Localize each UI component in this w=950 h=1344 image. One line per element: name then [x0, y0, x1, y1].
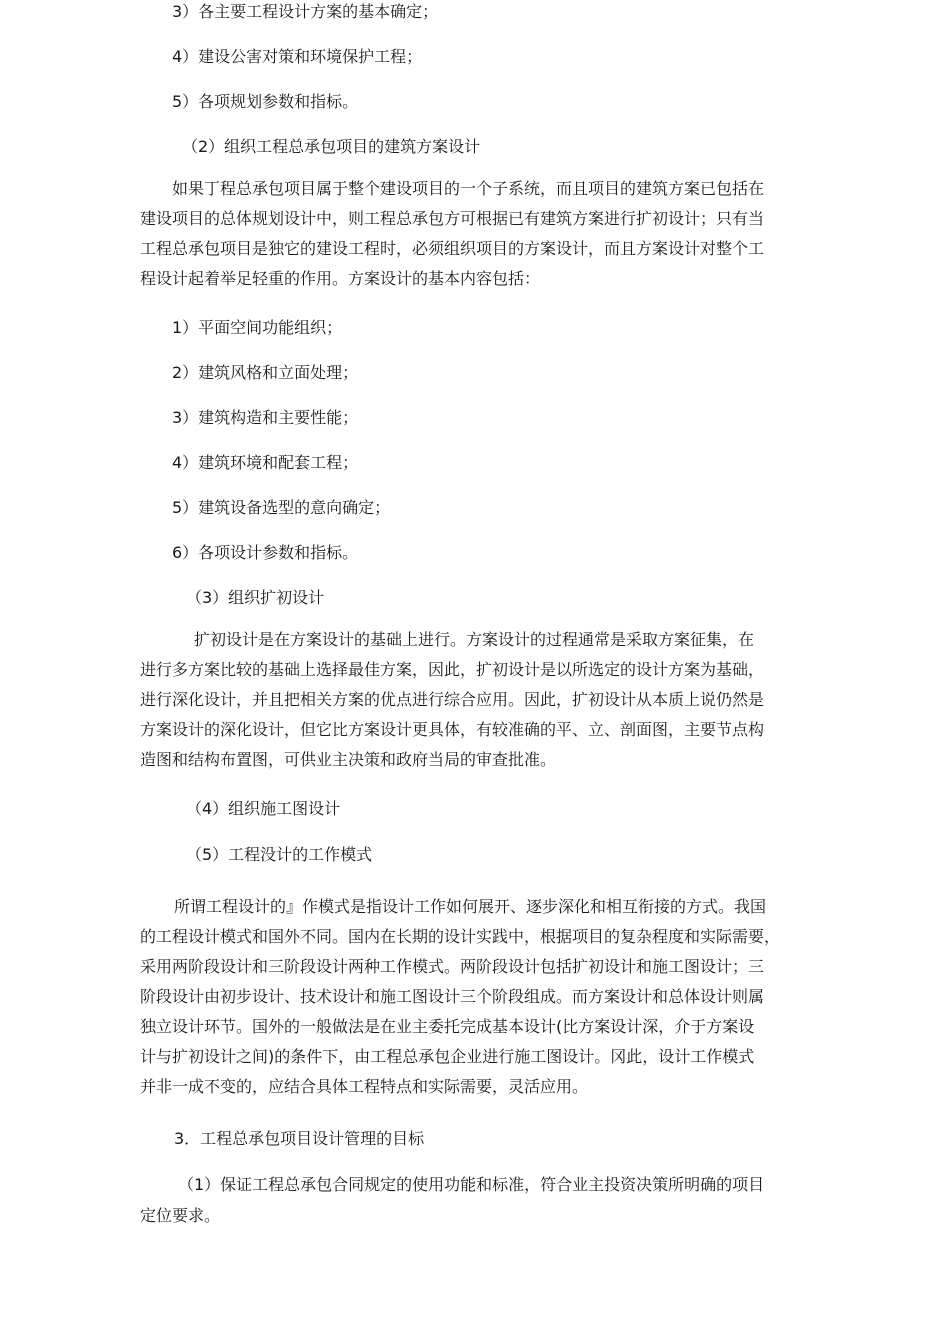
list-item: 4）建筑环境和配套工程； — [172, 453, 359, 472]
section-heading: 3．工程总承包项目设计管理的目标 — [174, 1129, 425, 1148]
paragraph-line: 采用两阶段设计和三阶段设计两种工作模式。两阶段设计包括扩初设计和施工图设计；三 — [140, 957, 765, 976]
paragraph-line: 建设项目的总体规划设计中，则工程总承包方可根据已有建筑方案进行扩初设计；只有当 — [140, 209, 765, 228]
paragraph-line: 独立设计环节。国外的一般做法是在业主委托完成基本设计(比方案设计深，介于方案设 — [140, 1017, 755, 1036]
list-item: 6）各项设计参数和指标。 — [172, 543, 359, 562]
paragraph-line: 进行深化设计，并且把相关方案的优点进行综合应用。因此，扩初设计从本质上说仍然是 — [140, 690, 765, 709]
paragraph-line: 程设计起着举足轻重的作用。方案设计的基本内容包括： — [140, 269, 541, 288]
list-item: 2）建筑风格和立面处理； — [172, 363, 359, 382]
paragraph-line: 所谓工程设计的』作模式是指设计工作如何展开、逐步深化和相互衔接的方式。我国 — [174, 897, 767, 916]
paragraph-line: 计与扩初设计之间)的条件下，由工程总承包企业进行施工图设计。冈此，设计工作模式 — [140, 1047, 755, 1066]
paragraph-line: 工程总承包项目是独它的建设工程时，必须组织项目的方案设计，而且方案设计对整个工 — [140, 239, 765, 258]
list-item: 4）建设公害对策和环境保护工程； — [172, 47, 423, 66]
section-heading: （2）组织工程总承包项目的建筑方案设计 — [182, 137, 481, 156]
paragraph-line: 扩初设计是在方案设计的基础上进行。方案设计的过程通常是采取方案征集，在 — [194, 630, 755, 649]
paragraph-line: 造图和结构布置图，可供业主决策和政府当局的审查批准。 — [140, 750, 557, 769]
list-item: 5）建筑设备选型的意向确定； — [172, 498, 391, 517]
paragraph-line: 定位要求。 — [140, 1206, 221, 1225]
paragraph-line: 并非一成不变的，应结合具体工程特点和实际需要，灵活应用。 — [140, 1077, 589, 1096]
list-item: 3）各主要工程设计方案的基本确定； — [172, 2, 439, 21]
paragraph-line: 方案设计的深化设计，但它比方案设计更具体，有较准确的平、立、剖面图，主要节点构 — [140, 720, 765, 739]
list-item: 1）平面空间功能组织； — [172, 318, 343, 337]
section-heading: （4）组织施工图设计 — [186, 799, 341, 818]
paragraph-line: （1）保证工程总承包合同规定的使用功能和标准，符合业主投资决策所明确的项目 — [178, 1175, 765, 1194]
paragraph-line: 的工程设计模式和国外不同。国内在长期的设计实践中，根据项目的复杂程度和实际需要， — [140, 927, 781, 946]
section-heading: （3）组织扩初设计 — [186, 588, 325, 607]
list-item: 5）各项规划参数和指标。 — [172, 92, 359, 111]
section-heading: （5）工程没计的工作模式 — [186, 845, 373, 864]
list-item: 3）建筑构造和主要性能； — [172, 408, 359, 427]
paragraph-line: 阶段设计由初步设计、技术设计和施工图设计三个阶段组成。而方案设计和总体设计则属 — [140, 987, 765, 1006]
paragraph-line: 进行多方案比较的基础上选择最佳方案，因此，扩初设计是以所选定的设计方案为基础， — [140, 660, 765, 679]
paragraph-line: 如果丁程总承包项目属于整个建设项目的一个子系统，而且项目的建筑方案已包括在 — [172, 179, 765, 198]
